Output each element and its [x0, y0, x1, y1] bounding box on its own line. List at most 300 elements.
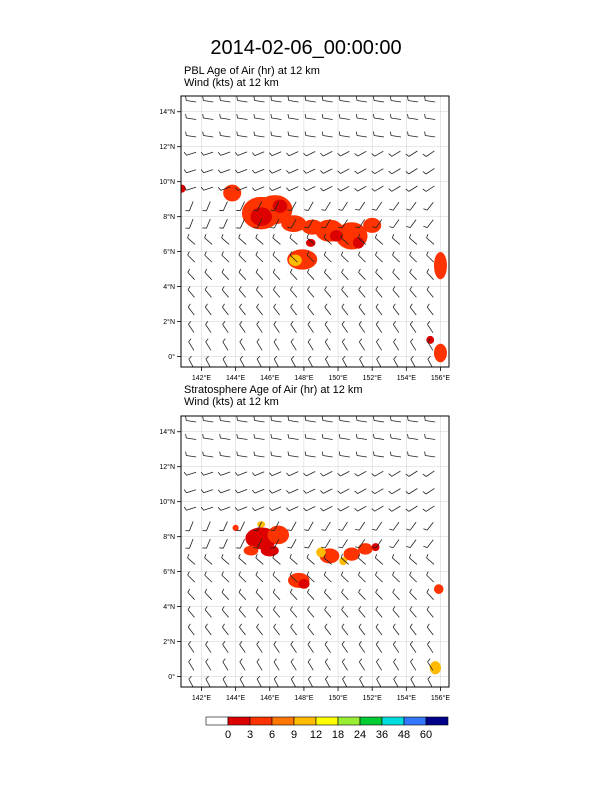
- wind-barb: [408, 417, 419, 422]
- wind-barb: [220, 417, 231, 422]
- wind-barb: [389, 186, 401, 191]
- wind-barb: [393, 589, 400, 600]
- age-region-14: [233, 525, 238, 530]
- x-tick-label: 142°E: [191, 375, 212, 382]
- wind-barb: [303, 489, 315, 493]
- wind-barb: [239, 252, 246, 263]
- wind-barb: [185, 202, 193, 211]
- y-tick-label: 10°N: [159, 179, 175, 187]
- wind-barb: [254, 132, 265, 137]
- y-tick-label: 8°N: [163, 534, 175, 542]
- wind-barb: [408, 114, 419, 119]
- wind-barb: [322, 114, 333, 119]
- wind-barb: [203, 452, 214, 457]
- y-tick-label: 4°N: [163, 604, 175, 612]
- wind-barb: [303, 507, 315, 511]
- wind-barb: [288, 452, 299, 457]
- wind-barb: [373, 132, 384, 137]
- wind-barb: [423, 540, 433, 548]
- wind-barb: [308, 606, 315, 617]
- wind-barb: [274, 304, 280, 315]
- y-tick-label: 0°: [168, 354, 175, 362]
- wind-barb: [389, 471, 401, 476]
- wind-barb: [342, 641, 348, 653]
- wind-barb: [427, 554, 435, 564]
- wind-barb: [427, 269, 434, 280]
- wind-barb: [256, 234, 263, 244]
- wind-barb: [325, 659, 330, 671]
- wind-barb: [219, 202, 227, 211]
- wind-barb: [308, 339, 313, 351]
- colorbar-label: 24: [353, 729, 367, 741]
- wind-barb: [286, 472, 298, 476]
- wind-barb: [257, 624, 263, 635]
- colorbar-label: 12: [309, 729, 323, 741]
- wind-barb: [291, 641, 297, 653]
- wind-barb: [355, 186, 367, 191]
- wind-barb: [269, 152, 281, 156]
- wind-barb: [324, 589, 331, 600]
- wind-barb: [355, 202, 364, 210]
- wind-barb: [360, 676, 365, 688]
- wind-barb: [271, 417, 282, 422]
- wind-barb: [427, 641, 433, 653]
- wind-barb: [322, 452, 333, 457]
- wind-barb: [271, 114, 282, 119]
- wind-barb: [205, 572, 212, 583]
- wind-barb: [376, 641, 382, 653]
- wind-barb: [392, 234, 400, 244]
- wind-barb: [427, 572, 434, 583]
- x-tick-label: 146°E: [260, 375, 280, 382]
- y-tick-label: 2°N: [163, 319, 175, 327]
- colorbar-label: 60: [419, 729, 433, 741]
- wind-barb: [235, 472, 247, 476]
- wind-barb: [320, 489, 332, 494]
- wind-barb: [359, 606, 366, 617]
- wind-barb: [252, 187, 264, 191]
- wind-barb: [389, 506, 401, 511]
- wind-barb: [202, 522, 210, 531]
- wind-barb: [203, 417, 214, 422]
- wind-barb: [389, 489, 401, 494]
- wind-barb: [305, 114, 316, 119]
- wind-barb: [408, 132, 419, 137]
- wind-barb: [239, 304, 245, 315]
- wind-barb: [356, 417, 367, 422]
- colorbar-label: 48: [397, 729, 411, 741]
- wind-barb: [393, 286, 399, 297]
- wind-barb: [206, 676, 211, 688]
- wind-barb: [427, 589, 434, 600]
- wind-barb: [206, 321, 212, 333]
- wind-barb: [237, 452, 248, 457]
- wind-barb: [324, 269, 331, 280]
- wind-barb: [308, 286, 315, 297]
- wind-barb: [291, 624, 297, 635]
- wind-barb: [411, 659, 416, 671]
- wind-barb: [257, 641, 263, 653]
- wind-barb: [423, 488, 435, 494]
- wind-barb: [406, 220, 416, 228]
- wind-barb: [286, 489, 298, 493]
- wind-barb: [408, 452, 419, 457]
- wind-barb: [203, 132, 214, 137]
- wind-barb: [222, 269, 229, 280]
- wind-barb: [393, 304, 399, 315]
- wind-barb: [205, 606, 211, 617]
- wind-barb: [338, 506, 350, 511]
- wind-barb: [393, 252, 400, 263]
- wind-barb: [321, 539, 330, 548]
- wind-barb: [222, 624, 228, 635]
- wind-barb: [338, 471, 350, 476]
- age-region-1: [224, 185, 241, 201]
- wind-barb: [271, 132, 282, 137]
- wind-barb: [372, 506, 384, 511]
- age-region-11: [299, 579, 309, 588]
- axis-ticks: [159, 108, 450, 382]
- wind-barb: [223, 321, 229, 333]
- wind-barb: [320, 506, 332, 511]
- wind-barb: [201, 472, 213, 475]
- wind-barb: [423, 168, 435, 174]
- wind-barb: [274, 641, 280, 653]
- figure-title: 2014-02-06_00:00:00: [210, 37, 402, 59]
- wind-barb: [376, 286, 382, 297]
- wind-barb: [273, 252, 280, 263]
- wind-barb: [325, 356, 330, 368]
- wind-barb: [390, 452, 401, 457]
- wind-barb: [220, 114, 231, 119]
- wind-barb: [240, 321, 246, 333]
- wind-barb: [188, 554, 196, 564]
- wind-barb: [240, 641, 246, 653]
- wind-barb: [393, 321, 399, 333]
- wind-barb: [427, 304, 433, 315]
- wind-barb: [343, 676, 348, 688]
- wind-barb: [202, 539, 210, 548]
- wind-barb: [389, 522, 399, 530]
- wind-barb: [188, 606, 195, 617]
- wind-barb: [410, 252, 417, 263]
- wind-barb: [423, 186, 435, 192]
- wind-barb: [269, 472, 281, 476]
- wind-barb: [222, 252, 229, 263]
- wind-barb: [286, 169, 298, 173]
- wind-barb: [427, 624, 433, 635]
- wind-barb: [205, 252, 212, 263]
- y-tick-label: 0°: [168, 674, 175, 682]
- wind-barb: [274, 659, 279, 671]
- wind-barb: [288, 417, 299, 422]
- wind-barb: [203, 434, 214, 439]
- wind-barb: [324, 252, 331, 263]
- wind-barb: [342, 589, 349, 600]
- wind-barb: [406, 522, 416, 530]
- wind-barb: [411, 676, 416, 688]
- wind-barb: [219, 219, 227, 228]
- wind-barb: [222, 606, 228, 617]
- wind-barb: [307, 554, 315, 564]
- age-region-15: [273, 200, 287, 212]
- wind-barb: [406, 540, 416, 548]
- wind-barb: [427, 286, 433, 297]
- wind-barb: [389, 151, 401, 156]
- wind-barb: [359, 339, 364, 351]
- axis-ticks: [159, 428, 450, 702]
- wind-barb: [290, 269, 297, 280]
- wind-barb: [257, 339, 262, 351]
- wind-barb: [286, 507, 298, 511]
- y-tick-label: 10°N: [159, 499, 175, 507]
- wind-barb: [394, 659, 399, 671]
- wind-barb: [389, 540, 399, 548]
- wind-barb: [355, 522, 364, 530]
- wind-barb: [373, 417, 384, 422]
- wind-barb: [423, 220, 433, 228]
- wind-barb: [425, 452, 436, 457]
- wind-barb: [376, 659, 381, 671]
- wind-barb: [411, 339, 416, 351]
- wind-barb: [239, 286, 246, 297]
- wind-barb: [222, 234, 230, 244]
- wind-barb: [274, 339, 279, 351]
- wind-barb: [205, 286, 211, 297]
- panel-bottom: [159, 416, 450, 702]
- wind-barb: [256, 606, 262, 617]
- wind-barb: [320, 186, 332, 191]
- age-region-0: [178, 185, 185, 192]
- wind-barb: [359, 321, 365, 333]
- wind-barb: [290, 606, 297, 617]
- wind-barb: [320, 471, 332, 476]
- wind-barb: [222, 589, 229, 600]
- wind-barb: [372, 169, 384, 174]
- colorbar-label: 6: [268, 729, 276, 741]
- wind-barb: [342, 304, 348, 315]
- y-tick-label: 12°N: [159, 144, 175, 152]
- wind-barb: [425, 132, 436, 137]
- wind-barb: [372, 151, 384, 156]
- wind-barb: [205, 589, 212, 600]
- colorbar-swatch-7: [360, 717, 382, 725]
- wind-barb: [425, 97, 436, 102]
- wind-barb: [303, 152, 315, 156]
- wind-barb: [341, 252, 348, 263]
- wind-barb: [322, 417, 333, 422]
- y-tick-label: 14°N: [159, 429, 175, 437]
- wind-barb: [359, 304, 365, 315]
- wind-barb: [252, 489, 264, 493]
- wind-barb: [257, 321, 263, 333]
- wind-barb: [377, 676, 382, 688]
- wind-barb: [291, 676, 296, 688]
- wind-barb: [188, 321, 194, 333]
- wind-barb: [186, 434, 197, 439]
- wind-barb: [308, 624, 314, 635]
- wind-barb: [287, 522, 296, 531]
- wind-barb: [325, 286, 331, 297]
- wind-barb: [394, 339, 399, 351]
- wind-barb: [184, 507, 196, 510]
- wind-barb: [406, 489, 418, 494]
- wind-barb: [410, 286, 417, 297]
- wind-barb: [184, 187, 196, 190]
- wind-barb: [184, 490, 196, 493]
- wind-barb: [373, 452, 384, 457]
- wind-barb: [307, 589, 314, 600]
- wind-barb: [220, 97, 231, 102]
- wind-barb: [185, 539, 193, 548]
- wind-barb: [339, 417, 350, 422]
- wind-barb: [252, 152, 264, 156]
- x-tick-label: 150°E: [328, 375, 348, 382]
- wind-barb: [325, 304, 331, 315]
- wind-barb: [205, 269, 212, 280]
- wind-barb: [239, 572, 246, 583]
- wind-barb: [308, 304, 314, 315]
- y-tick-label: 4°N: [163, 284, 175, 292]
- wind-barb: [257, 304, 263, 315]
- wind-barb: [237, 417, 248, 422]
- wind-barb: [358, 572, 365, 583]
- wind-barb: [406, 202, 416, 210]
- wind-barb: [409, 554, 417, 564]
- wind-barb: [252, 169, 264, 173]
- age-region-16: [330, 231, 342, 241]
- x-tick-label: 150°E: [328, 695, 348, 702]
- wind-barb: [269, 187, 281, 191]
- wind-barb: [410, 641, 416, 653]
- wind-barb: [203, 97, 214, 102]
- wind-barb: [274, 356, 279, 368]
- wind-barb: [308, 659, 313, 671]
- y-tick-label: 12°N: [159, 464, 175, 472]
- wind-barb: [288, 132, 299, 137]
- wind-barb: [342, 624, 348, 635]
- wind-barb: [184, 152, 196, 155]
- wind-barb: [273, 589, 280, 600]
- wind-barb: [356, 434, 367, 439]
- wind-barb: [188, 269, 195, 280]
- wind-barb: [240, 356, 245, 368]
- wind-barb: [235, 507, 247, 511]
- wind-barb: [186, 417, 197, 422]
- wind-barb: [410, 269, 417, 280]
- wind-barb: [406, 471, 418, 476]
- wind-barb: [342, 269, 349, 280]
- wind-barb: [406, 186, 418, 191]
- x-tick-label: 156°E: [430, 375, 451, 382]
- wind-barb: [189, 659, 194, 671]
- wind-barbs: [184, 417, 435, 688]
- wind-barb: [269, 507, 281, 511]
- wind-barb: [239, 269, 246, 280]
- wind-barb: [339, 97, 350, 102]
- wind-barb: [359, 286, 366, 297]
- wind-barb: [359, 624, 365, 635]
- wind-barb: [256, 252, 263, 263]
- wind-barb: [376, 304, 382, 315]
- wind-barb: [390, 114, 401, 119]
- wind-barb: [222, 554, 230, 564]
- wind-barb: [376, 624, 382, 635]
- wind-barb: [409, 234, 417, 244]
- wind-barb: [321, 522, 330, 531]
- wind-barb: [359, 269, 366, 280]
- wind-barb: [428, 676, 433, 688]
- wind-barb: [339, 452, 350, 457]
- wind-barb: [390, 417, 401, 422]
- panel-top-subtitle-line2: Wind (kts) at 12 km: [184, 77, 279, 89]
- wind-barb: [291, 659, 296, 671]
- wind-barb: [256, 572, 263, 583]
- wind-barb: [237, 434, 248, 439]
- wind-barb: [218, 472, 230, 475]
- wind-barb: [303, 472, 315, 476]
- wind-barb: [188, 624, 194, 635]
- wind-barb: [288, 434, 299, 439]
- wind-barb: [239, 624, 245, 635]
- wind-barb: [189, 676, 194, 688]
- wind-barb: [342, 321, 348, 333]
- wind-barb: [222, 572, 229, 583]
- wind-barb: [390, 132, 401, 137]
- wind-barb: [339, 434, 350, 439]
- wind-barb: [271, 97, 282, 102]
- wind-barb: [223, 659, 228, 671]
- wind-barb: [186, 114, 197, 119]
- x-tick-label: 156°E: [430, 695, 451, 702]
- wind-barb: [186, 132, 197, 137]
- wind-barb: [339, 132, 350, 137]
- wind-barb: [355, 151, 367, 156]
- wind-barb: [406, 169, 418, 174]
- wind-barb: [359, 659, 364, 671]
- wind-barb: [307, 269, 314, 280]
- panel-bottom-subtitle-line1: Stratosphere Age of Air (hr) at 12 km: [184, 384, 363, 396]
- wind-barb: [201, 490, 213, 493]
- colorbar-label: 3: [246, 729, 254, 741]
- wind-barb: [308, 676, 313, 688]
- wind-barb: [222, 286, 228, 297]
- wind-barb: [290, 554, 298, 564]
- wind-barb: [220, 132, 231, 137]
- wind-barb: [254, 452, 265, 457]
- wind-barb: [305, 417, 316, 422]
- wind-barb: [338, 522, 347, 531]
- age-region-13: [430, 662, 440, 674]
- wind-barb: [218, 152, 230, 155]
- wind-barb: [372, 202, 381, 210]
- wind-barb: [271, 434, 282, 439]
- wind-barb: [376, 269, 383, 280]
- wind-barb: [322, 132, 333, 137]
- x-tick-label: 154°E: [396, 695, 416, 702]
- wind-barb: [202, 219, 210, 228]
- age-region-12: [434, 344, 446, 361]
- wind-barb: [355, 489, 367, 494]
- wind-barb: [360, 356, 365, 368]
- x-tick-label: 146°E: [260, 695, 280, 702]
- x-tick-label: 144°E: [226, 695, 246, 702]
- wind-barb: [189, 356, 194, 368]
- wind-barb: [423, 151, 435, 157]
- wind-barb: [290, 234, 298, 244]
- wind-barb: [203, 114, 214, 119]
- wind-barb: [286, 187, 298, 191]
